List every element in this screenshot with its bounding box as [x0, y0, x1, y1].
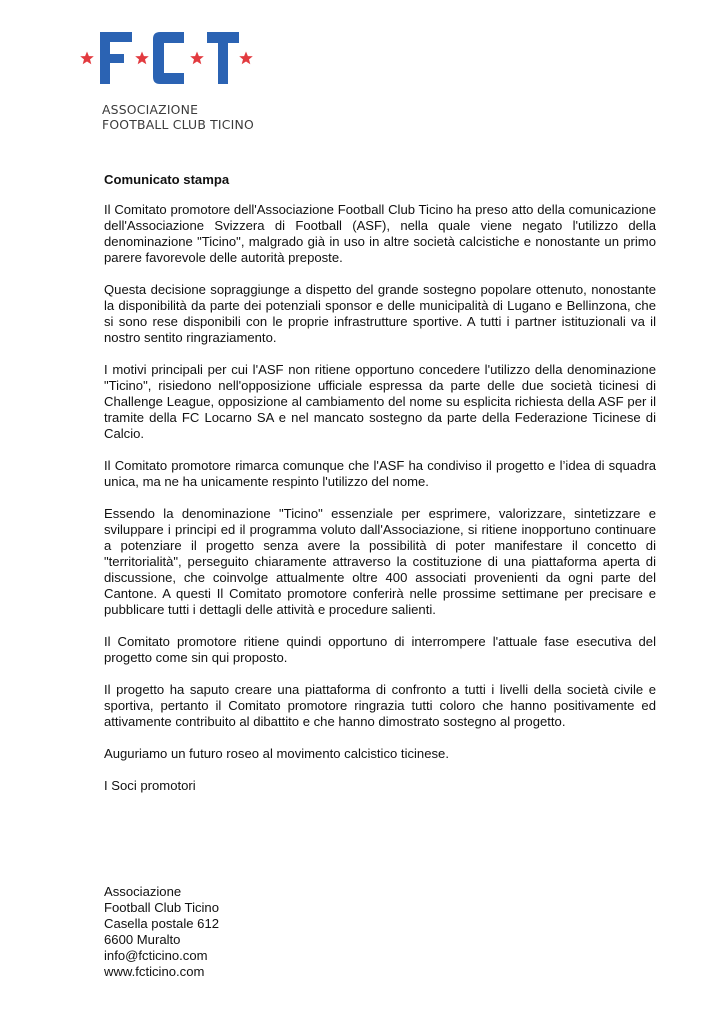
address-line: Associazione [104, 884, 182, 899]
fct-logo-mark [76, 28, 266, 88]
paragraph: Il Comitato promotore dell'Associazione Football Club Ticino ha preso atto della comunicazione dell'Associazione Svizzera di Football (ASF), nella quale viene negato l'utilizzo della denominazione "Ticino", malgrado già in uso in altre società calcistiche e nonostante un primo parere favorevole delle autorità preposte. [104, 202, 656, 265]
star-icon [135, 52, 149, 65]
fct-logo [76, 28, 266, 133]
paragraph: Questa decisione sopraggiunge a dispetto del grande sostegno popolare ottenuto, nonostante la disponibilità da parte dei potenziali sponsor e delle municipalità di Lugano e Bellinzona, che si sono rese disponibili con le proprie infrastrutture sportive. A tutti i partner istituzionali va il nostro sentito ringraziamento. [104, 282, 656, 345]
contact-address [104, 884, 219, 980]
signature-line: I Soci promotori [104, 778, 196, 793]
paragraph: Il Comitato promotore rimarca comunque che l'ASF ha condiviso il progetto e l’idea di squadra unica, ma ne ha unicamente respinto l'utilizzo del nome. [104, 458, 656, 489]
star-icon [80, 52, 94, 65]
logo-caption [102, 102, 254, 132]
website-address: www.fcticino.com [104, 964, 205, 979]
logo-letter-f [100, 32, 132, 84]
address-line: Football Club Ticino [104, 900, 219, 915]
address-line: Casella postale 612 [104, 916, 220, 931]
document-heading: Comunicato stampa [104, 172, 230, 187]
star-icon [239, 52, 253, 65]
star-icon [190, 52, 204, 65]
email-address: info@fcticino.com [104, 948, 208, 963]
logo-letter-t [207, 32, 239, 84]
paragraph: I motivi principali per cui l'ASF non ritiene opportuno concedere l'utilizzo della denominazione "Ticino", risiedono nell'opposizione ufficiale espressa da parte delle due società ticinesi di Challenge League, opposizione al cambiamento del nome su esplicita richiesta della ASF per il tramite della FC Locarno SA e nel mancato sostegno da parte della Federazione Ticinese di Calcio. [104, 362, 656, 441]
paragraph: Il progetto ha saputo creare una piattaforma di confronto a tutti i livelli della società civile e sportiva, pertanto il Comitato promotore ringrazia tutti coloro che hanno positivamente ed attivamente contribuito al dibattito e che hanno dimostrato sostegno al progetto. [104, 682, 656, 729]
paragraph: Auguriamo un futuro roseo al movimento calcistico ticinese. [104, 746, 449, 761]
logo-caption-line2: FOOTBALL CLUB TICINO [102, 117, 254, 132]
address-line: 6600 Muralto [104, 932, 181, 947]
paragraph: Il Comitato promotore ritiene quindi opportuno di interrompere l'attuale fase esecutiva del progetto come sin qui proposto. [104, 634, 656, 665]
logo-caption-line1: ASSOCIAZIONE [102, 102, 199, 117]
paragraph: Essendo la denominazione "Ticino" essenziale per esprimere, valorizzare, sintetizzare e sviluppare i principi ed il programma voluto dall'Associazione, si ritiene inopportuno continuare a potenziare il progetto senza avere la possibilità di poter manifestare il concetto di "territorialità", perseguito chiaramente attraverso la costituzione di una piattaforma aperta di discussione, che coinvolge attualmente oltre 400 associati provenienti da ogni parte del Cantone. A questi Il Comitato promotore conferirà nelle prossime settimane per precisare e pubblicare tutti i dettagli delle attività e procedure salienti. [104, 506, 656, 617]
press-release-body [104, 172, 656, 810]
logo-letter-c [153, 32, 184, 84]
